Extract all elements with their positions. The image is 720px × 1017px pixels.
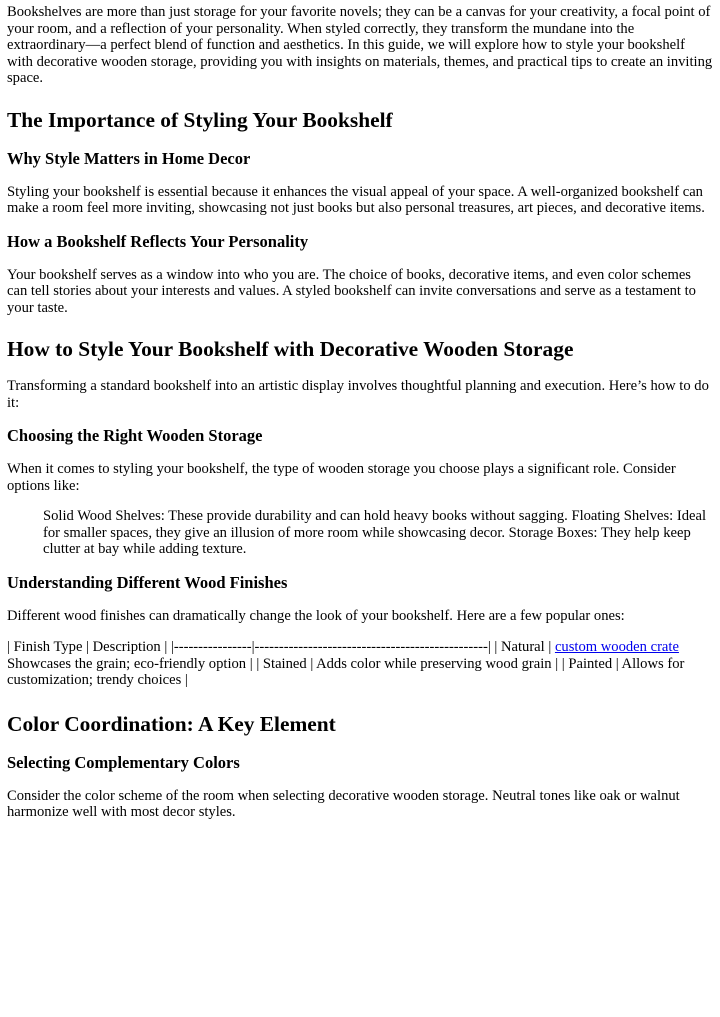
paragraph-wood-finishes: Different wood finishes can dramatically change the look of your bookshelf. Here are a few popular ones: [7, 607, 625, 624]
finishes-table-text [7, 639, 713, 689]
paragraph-why-style-matters: Styling your bookshelf is essential because it enhances the visual appeal of your space. A well-organized bookshelf can make a room feel more inviting, showcasing not just books but also personal treasures, art pieces, and decorative items. [7, 183, 705, 216]
finishes-table-end: Showcases the grain; eco-friendly option | | Stained | Adds color while preserving wood grain | | Painted | Allows for customization; trendy choices | [7, 655, 685, 688]
section-title-color: Color Coordination: A Key Element [7, 711, 336, 736]
paragraph-personality: Your bookshelf serves as a window into who you are. The choice of books, decorative items, and even color schemes can tell stories about your interests and values. A styled bookshelf can invite conversations and serve as a testament to your taste. [7, 266, 696, 316]
subheading-wood-finishes: Understanding Different Wood Finishes [7, 572, 288, 592]
section-title-how-to: How to Style Your Bookshelf with Decorative Wooden Storage [7, 337, 574, 361]
paragraph-complementary-colors: Consider the color scheme of the room when selecting decorative wooden storage. Neutral tones like oak or walnut harmonize well with most decor styles. [7, 787, 680, 820]
subheading-why-style-matters: Why Style Matters in Home Decor [7, 148, 251, 168]
finishes-table-start: | Finish Type | Description | |----------------|------------------------------------------------| | Natural | [7, 639, 555, 655]
blockquote-storage-options: Solid Wood Shelves: These provide durability and can hold heavy books without sagging. Floating Shelves: Ideal for smaller spaces, they give an illusion of more room while showcasing decor. Storage Boxes: They help keep clutter at bay while adding texture. [43, 508, 707, 557]
subheading-choosing-storage: Choosing the Right Wooden Storage [7, 426, 263, 445]
subheading-complementary-colors: Selecting Complementary Colors [7, 752, 240, 772]
paragraph-choosing-storage: When it comes to styling your bookshelf, the type of wooden storage you choose plays a significant role. Consider options like: [7, 461, 676, 494]
paragraph-how-to-intro: Transforming a standard bookshelf into an artistic display involves thoughtful planning and execution. Here’s how to do it: [7, 378, 709, 411]
intro-paragraph: Bookshelves are more than just storage for your favorite novels; they can be a canvas for your creativity, a focal point of your room, and a reflection of your personality. When styled correctly, they transform the mundane into the extraordinary—a perfect blend of function and aesthetics. In this guide, we will explore how to style your bookshelf with decorative wooden storage, providing you with insights on materials, themes, and practical tips to create an inviting space. [7, 4, 713, 86]
subheading-personality: How a Bookshelf Reflects Your Personality [7, 231, 309, 251]
custom-wooden-crate-link[interactable]: custom wooden crate [554, 639, 679, 655]
section-title-importance: The Importance of Styling Your Bookshelf [7, 107, 393, 132]
